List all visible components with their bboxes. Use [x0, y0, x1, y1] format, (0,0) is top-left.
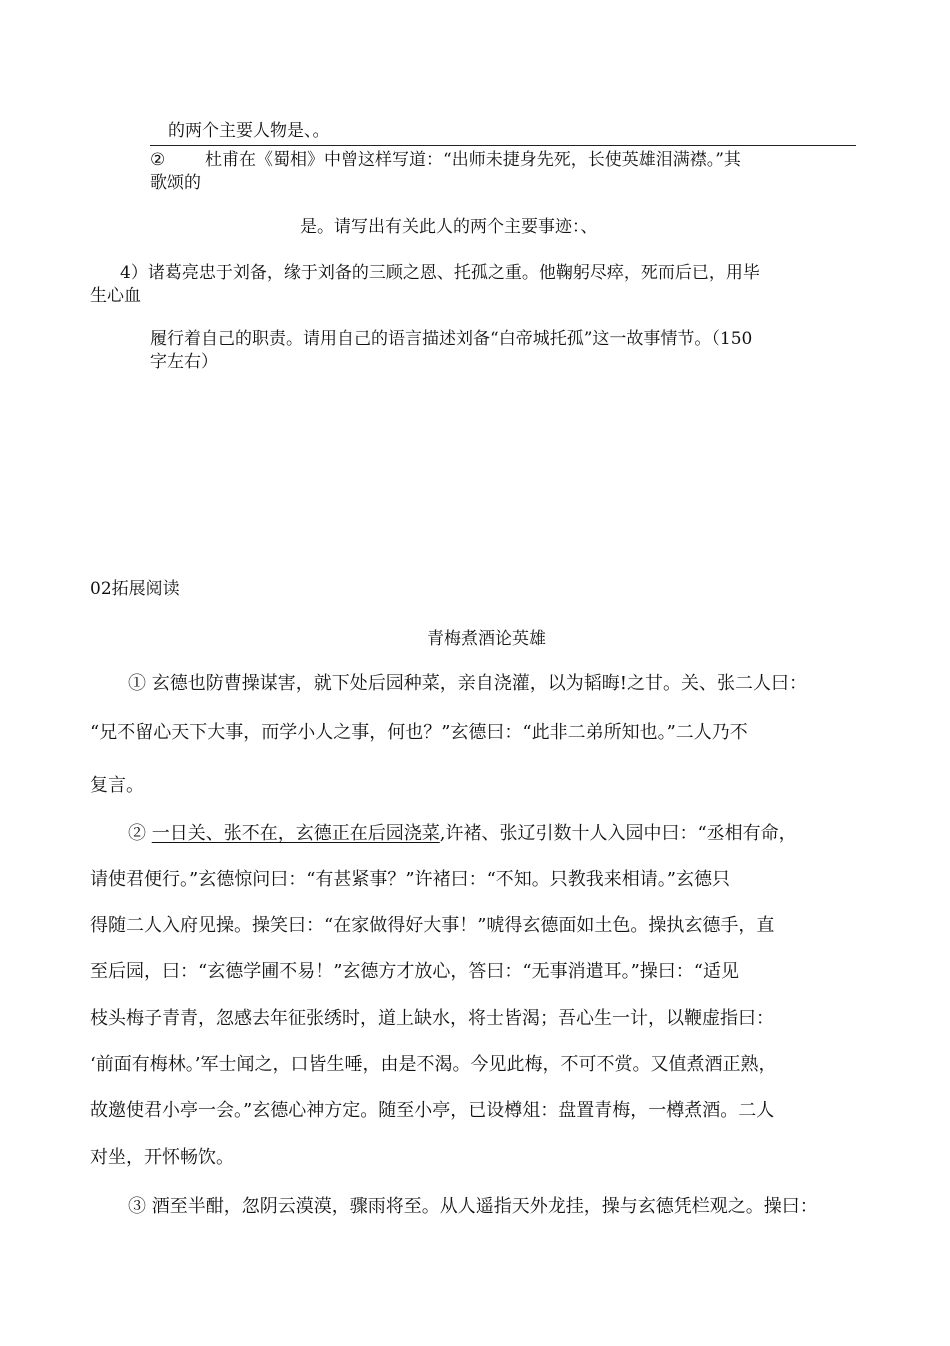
passage-p2-marker: ② — [128, 823, 152, 844]
passage-p2-line7: 故邀使君小亭一会。”玄德心神方定。随至小亭，已设樽俎：盘置青梅，一樽煮酒。二人 — [90, 1100, 775, 1121]
q4-line3: 履行着自己的职责。请用自己的语言描述刘备“白帝城托孤”这一故事情节。（150 — [150, 329, 753, 349]
q4-line2: 生心血 — [90, 286, 141, 306]
passage-p2-line1-rest: ,许褚、张辽引数十人入园中曰：“丞相有命， — [439, 823, 797, 844]
passage-p2-line3: 得随二人入府见操。操笑曰：“在家做得好大事！”唬得玄德面如土色。操执玄德手，直 — [90, 915, 775, 936]
passage-p1-line1: ① 玄德也防曹操谋害，就下处后园种菜，亲自浇灌，以为韬晦!之甘。关、张二人曰： — [128, 673, 807, 694]
passage-p1-line3: 复言。 — [90, 775, 144, 796]
q3-sub2-line2: 歌颂的 — [150, 173, 201, 193]
q3-sub2-line3: 是。请写出有关此人的两个主要事迹：、 — [300, 217, 598, 237]
q3-sub2-text: 杜甫在《蜀相》中曾这样写道：“出师未捷身先死，长使英雄泪满襟。”其 — [205, 150, 741, 170]
q4-line4: 字左右） — [150, 352, 218, 372]
passage-p3-line1: ③ 酒至半酣，忽阴云漠漠，骤雨将至。从人遥指天外龙挂，操与玄德凭栏观之。操曰： — [128, 1196, 818, 1217]
passage-p2-line1 — [128, 822, 797, 846]
passage-p2-line2: 请使君便行。”玄德惊问曰：“有甚紧事？”许褚曰：“不知。只教我来相请。”玄德只 — [90, 869, 731, 890]
q4-line1: 4）诸葛亮忠于刘备，缘于刘备的三顾之恩、托孤之重。他鞠躬尽瘁，死而后已，用毕 — [120, 263, 760, 283]
q3-answer-line-tail: 的两个主要人物是、。 — [168, 121, 330, 141]
q3-sub2-marker: ② — [150, 150, 166, 170]
passage-p2-line6: ‘前面有梅林。’军士闻之，口皆生唾，由是不渴。今见此梅，不可不赏。又值煮酒正熟， — [90, 1054, 777, 1075]
passage-p1-line2: “兄不留心天下大事，而学小人之事，何也？”玄德曰：“此非二弟所知也。”二人乃不 — [90, 722, 748, 743]
passage-p2-line5: 枝头梅子青青，忽感去年征张绣时，道上缺水，将士皆渴；吾心生一计，以鞭虚指曰： — [90, 1008, 774, 1029]
section-heading: 02拓展阅读 — [90, 579, 180, 599]
passage-p2-line4: 至后园，曰：“玄德学圃不易！”玄德方才放心，答曰：“无事消遣耳。”操曰：“适见 — [90, 961, 740, 982]
passage-p2-line8: 对坐，开怀畅饮。 — [90, 1147, 234, 1168]
passage-p2-underlined-phrase: 一日关、张不在，玄德正在后园浇菜 — [151, 823, 440, 844]
passage-title: 青梅煮酒论英雄 — [427, 629, 546, 649]
answer-underline-rule — [150, 145, 856, 146]
